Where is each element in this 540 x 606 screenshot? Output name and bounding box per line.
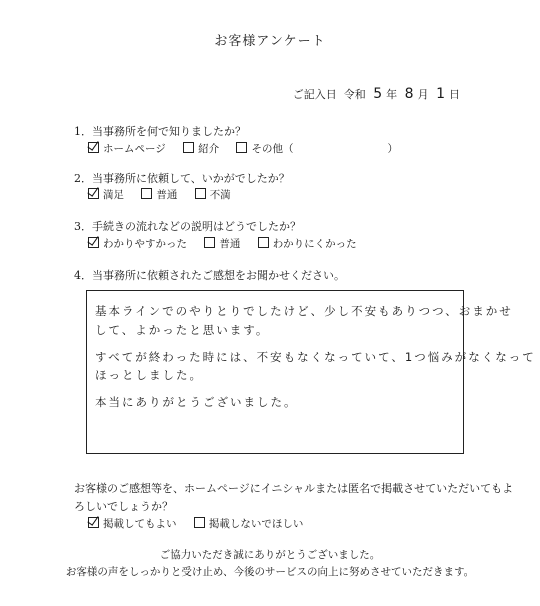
checkbox[interactable] (194, 517, 205, 528)
q2-option-label: 普通 (156, 189, 178, 201)
q1-option-label: ホームページ (103, 143, 166, 155)
date-month-unit: 月 (417, 88, 429, 101)
consent-option-allow[interactable] (88, 518, 177, 530)
checkbox[interactable] (195, 188, 206, 199)
comment-line: 本当にありがとうございました。 (95, 395, 298, 409)
q1-option-label: 紹介 (198, 143, 220, 155)
q2-option-neutral[interactable] (141, 189, 177, 201)
date-day-unit: 日 (449, 88, 460, 101)
consent-question-line1: お客様のご感想等を、ホームページにイニシャルまたは匿名で掲載させていただいてもよ (74, 482, 514, 495)
q3-option-clear[interactable] (88, 238, 187, 250)
q1-option-other[interactable] (236, 143, 398, 155)
date-era: 令和 (343, 88, 366, 101)
consent-option-deny[interactable] (194, 518, 304, 530)
checkbox-checked[interactable] (88, 237, 99, 248)
comment-line: ほっとしました。 (95, 368, 203, 382)
checkbox-checked[interactable] (88, 142, 99, 153)
comment-line: すべてが終わった時には、不安もなくなっていて、1つ悩みがなくなって (95, 350, 536, 364)
q3-option-label: わかりやすかった (103, 238, 187, 250)
q2-option-satisfied[interactable] (88, 189, 124, 201)
checkbox[interactable] (236, 142, 247, 153)
question-3: 3．手続きの流れなどの説明はどうでしたか？ (74, 220, 301, 233)
consent-option-label: 掲載しないでほしい (208, 518, 304, 530)
question-1-options (88, 141, 398, 156)
question-1: 1．当事務所を何で知りましたか？ (74, 125, 246, 138)
q1-option-label: その他（ (251, 143, 294, 155)
date-month: 8 (404, 86, 414, 102)
q3-option-unclear[interactable] (258, 238, 357, 250)
question-2: 2．当事務所に依頼して、いかがでしたか？ (74, 172, 290, 185)
q1-option-homepage[interactable] (88, 143, 166, 155)
q1-option-referral[interactable] (183, 143, 219, 155)
q3-option-neutral[interactable] (204, 238, 240, 250)
closing-line1: ご協力いただき誠にありがとうございました。 (159, 549, 381, 561)
q1-other-close: ） (387, 143, 398, 155)
q3-option-label: わかりにくかった (272, 238, 357, 250)
comment-box[interactable] (86, 290, 536, 454)
question-4: 4．当事務所に依頼されたご感想をお聞かせください。 (74, 269, 345, 282)
consent-question-line2: ろしいでしょうか？ (74, 500, 173, 513)
entry-date (293, 86, 460, 102)
question-2-options (88, 187, 231, 202)
q2-option-label: 不満 (209, 189, 231, 201)
date-year: 5 (373, 86, 383, 102)
q2-option-label: 満足 (103, 189, 124, 201)
closing-line2: お客様の声をしっかりと受け止め、今後のサービスの向上に努めさせていただきます。 (65, 566, 475, 578)
checkbox-checked[interactable] (88, 188, 99, 199)
checkbox-checked[interactable] (88, 517, 99, 528)
checkbox[interactable] (204, 237, 215, 248)
date-year-unit: 年 (386, 88, 398, 101)
date-day: 1 (436, 86, 445, 102)
consent-options (88, 516, 303, 531)
q3-option-label: 普通 (219, 238, 241, 250)
question-3-options (88, 236, 357, 251)
checkbox[interactable] (141, 188, 152, 199)
consent-option-label: 掲載してもよい (103, 518, 177, 530)
checkbox[interactable] (258, 237, 269, 248)
q2-option-dissatisfied[interactable] (195, 189, 231, 201)
checkbox[interactable] (183, 142, 194, 153)
comment-line: して、よかったと思います。 (95, 323, 270, 337)
survey-title: お客様アンケート (214, 34, 326, 49)
date-label: ご記入日 (292, 88, 337, 101)
comment-line: 基本ラインでのやりとりでしたけど、少し不安もありつつ、おまかせ (95, 304, 513, 318)
